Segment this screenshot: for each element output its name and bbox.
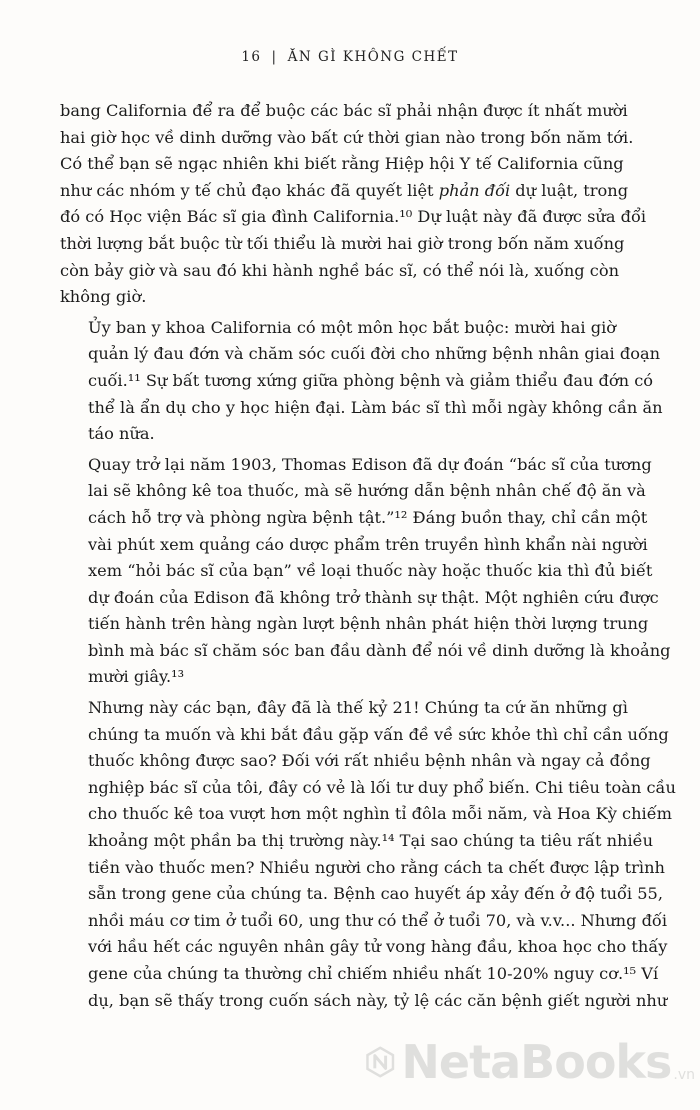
text-line: dụ, bạn sẽ thấy trong cuốn sách này, tỷ lệ các căn bệnh giết người như xyxy=(88,990,668,1010)
text-line: nghiệp bác sĩ của tôi, đây có vẻ là lối tư duy phổ biến. Chi tiêu toàn cầu xyxy=(88,777,676,797)
text-line: Có thể bạn sẽ ngạc nhiên khi biết rằng Hiệp hội Y tế California cũng xyxy=(60,154,624,174)
text-line: nhồi máu cơ tim ở tuổi 60, ung thư có thể ở tuổi 70, và v.v... Nhưng đối xyxy=(88,910,668,930)
text-line: như các nhóm y tế chủ đạo khác đã quyết liệt phản đối dự luật, trong xyxy=(60,180,629,200)
text-line: mười giây.¹³ xyxy=(88,667,185,687)
book-title: ĂN GÌ KHÔNG CHẾT xyxy=(287,49,459,65)
text-line: khoảng một phần ba thị trường này.¹⁴ Tại sao chúng ta tiêu rất nhiều xyxy=(88,831,654,851)
text-line: với hầu hết các nguyên nhân gây tử vong hàng đầu, khoa học cho thấy xyxy=(88,937,668,957)
text-line: Nhưng này các bạn, đây đã là thế kỷ 21! Chúng ta cứ ăn những gì xyxy=(88,698,628,718)
text-line: sẵn trong gene của chúng ta. Bệnh cao huyết áp xảy đến ở độ tuổi 55, xyxy=(88,884,663,904)
text-line: thuốc không được sao? Đối với rất nhiều bệnh nhân và ngay cả đồng xyxy=(88,751,651,771)
watermark xyxy=(365,1027,695,1097)
paragraph-2 xyxy=(60,315,670,448)
text-line: quản lý đau đớn và chăm sóc cuối đời cho những bệnh nhân giai đoạn xyxy=(88,344,661,364)
text-line: hai giờ học về dinh dưỡng vào bất cứ thời gian nào trong bốn năm tới. xyxy=(60,127,634,147)
emphasis: phản đối xyxy=(438,180,511,200)
text-line: cuối.¹¹ Sự bất tương xứng giữa phòng bệnh và giảm thiểu đau đớn có xyxy=(88,370,654,390)
text-line: đó có Học viện Bác sĩ gia đình California.¹⁰ Dự luật này đã được sửa đổi xyxy=(60,207,647,227)
text-line: bình mà bác sĩ chăm sóc ban đầu dành để nói về dinh dưỡng là khoảng xyxy=(88,640,671,660)
text-line: xem “hỏi bác sĩ của bạn” về loại thuốc này hoặc thuốc kia thì đủ biết xyxy=(88,561,653,581)
text-line: thời lượng bắt buộc từ tối thiểu là mười hai giờ trong bốn năm xuống xyxy=(60,233,625,253)
text-line: Ủy ban y khoa California có một môn học bắt buộc: mười hai giờ xyxy=(88,317,616,337)
page-number: 16 xyxy=(241,49,262,65)
text-line: dự đoán của Edison đã không trở thành sự thật. Một nghiên cứu được xyxy=(88,587,659,607)
paragraph-4 xyxy=(60,695,676,1014)
text-line: bang California để ra để buộc các bác sĩ phải nhận được ít nhất mười xyxy=(60,101,628,120)
header-separator: | xyxy=(271,49,278,65)
text-line: tiến hành trên hàng ngàn lượt bệnh nhân phát hiện thời lượng trung xyxy=(88,614,649,634)
text-line: cho thuốc kê toa vượt hơn một nghìn tỉ đôla mỗi năm, và Hoa Kỳ chiếm xyxy=(88,804,673,824)
watermark-domain: .vn xyxy=(673,1067,695,1083)
netabooks-logo-icon xyxy=(365,1031,395,1093)
text-line: vài phút xem quảng cáo dược phẩm trên truyền hình khẩn nài người xyxy=(88,534,648,554)
text-line: táo nữa. xyxy=(88,424,155,444)
text-line: Quay trở lại năm 1903, Thomas Edison đã dự đoán “bác sĩ của tương xyxy=(88,454,652,474)
paragraph-1 xyxy=(60,98,670,311)
text-line: lai sẽ không kê toa thuốc, mà sẽ hướng dẫn bệnh nhân chế độ ăn và xyxy=(88,481,646,501)
text-line: thể là ẩn dụ cho y học hiện đại. Làm bác sĩ thì mỗi ngày không cần ăn xyxy=(88,397,663,417)
text-line: không giờ. xyxy=(60,287,147,307)
running-header xyxy=(0,49,700,65)
text-line: còn bảy giờ và sau đó khi hành nghề bác sĩ, có thể nói là, xuống còn xyxy=(60,260,620,280)
text-line: tiền vào thuốc men? Nhiều người cho rằng cách ta chết được lập trình xyxy=(88,857,665,877)
text-line: cách hỗ trợ và phòng ngừa bệnh tật.”¹² Đáng buồn thay, chỉ cần một xyxy=(88,507,648,527)
text-line: chúng ta muốn và khi bắt đầu gặp vấn đề về sức khỏe thì chỉ cần uống xyxy=(88,724,669,744)
paragraph-3 xyxy=(60,452,670,691)
page-body xyxy=(60,98,676,1014)
watermark-brand: NetaBooks xyxy=(401,1035,672,1089)
text-line: gene của chúng ta thường chỉ chiếm nhiều nhất 10-20% nguy cơ.¹⁵ Ví xyxy=(88,964,659,983)
